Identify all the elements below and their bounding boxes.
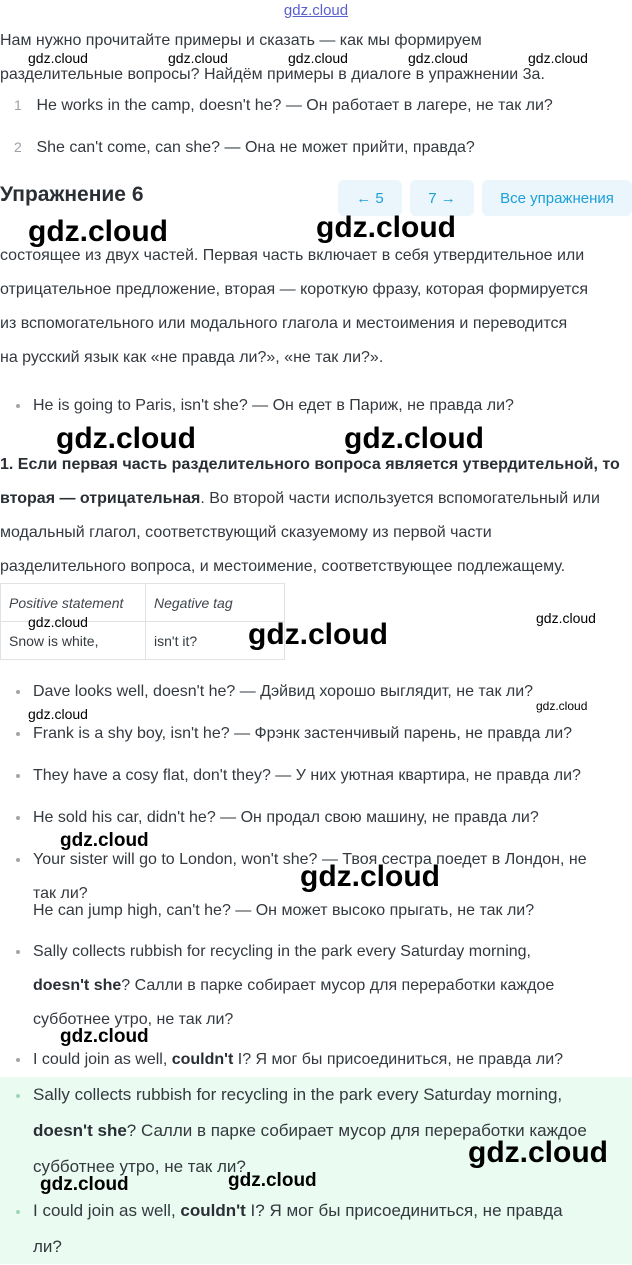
bullet-icon: [16, 858, 20, 862]
bullet-icon: [16, 950, 20, 954]
table-header: Negative tag: [146, 584, 285, 622]
bullet-icon: [16, 690, 20, 694]
answer-bold: doesn't she: [33, 1121, 127, 1140]
description-line: отрицательное предложение, вторая — короткую фразу, которая формируется: [0, 281, 589, 298]
watermark: gdz.cloud: [536, 699, 588, 713]
watermark: gdz.cloud: [60, 830, 149, 851]
watermark: gdz.cloud: [468, 1136, 608, 1169]
watermark: gdz.cloud: [28, 50, 88, 66]
list-item: [10, 902, 622, 926]
bullet-icon: [16, 1058, 20, 1062]
watermark: gdz.cloud: [300, 860, 440, 893]
answer-text: ? Салли в парке собирает мусор для переработки каждое: [121, 977, 555, 994]
list-item-text: He is going to Paris, isn't she? — Он едет в Париж, не правда ли?: [33, 397, 514, 414]
list-item: [10, 717, 622, 751]
watermark: gdz.cloud: [40, 1174, 129, 1195]
rule-text-part: . Во второй части используется вспомогательный или: [200, 490, 600, 507]
rule-line: модальный глагол, соответствующий сказуемому из первой части: [0, 524, 492, 541]
watermark: gdz.cloud: [28, 706, 88, 722]
all-exercises-button[interactable]: Все упражнения: [482, 180, 632, 216]
watermark: gdz.cloud: [168, 50, 228, 66]
bullet-icon: [16, 1094, 20, 1098]
description-line: на русский язык как «не правда ли?», «не так ли?».: [0, 349, 384, 366]
answer-bold: couldn't: [171, 1051, 234, 1068]
table-cell: Snow is white,: [1, 622, 146, 660]
answer-bold: doesn't she: [33, 977, 122, 994]
watermark: gdz.cloud: [528, 50, 588, 66]
watermark: gdz.cloud: [56, 422, 196, 455]
watermark: gdz.cloud: [28, 614, 88, 630]
watermark: gdz.cloud: [228, 1170, 317, 1191]
answer-text: субботнее утро, не так ли?: [33, 1011, 234, 1028]
rule-bold: 1. Если первая часть разделительного вопроса является утвердительной, то: [0, 456, 620, 473]
watermark: gdz.cloud: [536, 610, 596, 626]
list-item-text: Frank is a shy boy, isn't he? — Фрэнк застенчивый парень, не правда ли?: [33, 725, 573, 742]
next-exercise-button[interactable]: 7 →: [410, 180, 474, 216]
description-line: из вспомогательного или модального глагола и местоимения и переводится: [0, 315, 568, 332]
list-item-text: He sold his car, didn't he? — Он продал свою машину, не правда ли?: [33, 809, 539, 826]
intro-line: Нам нужно прочитайте примеры и сказать — как мы формируем: [0, 32, 482, 49]
list-item: [10, 935, 622, 1037]
answer-bold: couldn't: [180, 1201, 246, 1220]
list-item-text: так ли?: [33, 885, 88, 902]
example-number: 1: [14, 97, 22, 113]
table-cell: isn't it?: [146, 622, 285, 660]
list-item-text: He can jump high, can't he? — Он может высоко прыгать, не так ли?: [33, 902, 535, 919]
example-item: [14, 139, 475, 157]
rule-text: [0, 448, 632, 584]
watermark: gdz.cloud: [408, 50, 468, 66]
example-item: [14, 97, 553, 115]
watermark: gdz.cloud: [60, 1026, 149, 1047]
answer-text: ? Салли в парке собирает мусор для переработки каждое: [126, 1121, 587, 1140]
answer-text: Sally collects rubbish for recycling in the park every Saturday morning,: [33, 943, 531, 960]
list-item: [10, 759, 622, 793]
bullet-icon: [16, 816, 20, 820]
watermark: gdz.cloud: [248, 618, 388, 651]
list-item-text: Dave looks well, doesn't he? — Дэйвид хорошо выглядит, не так ли?: [33, 683, 534, 700]
answer-text: I could join as well,: [33, 1201, 181, 1220]
answer-text: I could join as well,: [33, 1051, 172, 1068]
intro-line: разделительные вопросы? Найдём примеры в диалоге в упражнении 3а.: [0, 66, 545, 83]
answer-text: I? Я мог бы присоединиться, не правда ли?: [233, 1051, 564, 1068]
list-item: [10, 1043, 622, 1077]
example-text: He works in the camp, doesn't he? — Он работает в лагере, не так ли?: [36, 97, 553, 114]
rule-bold: вторая — отрицательная: [0, 490, 201, 507]
description: [0, 239, 632, 375]
list-item: [10, 675, 622, 709]
bullet-icon: [16, 774, 20, 778]
answer-text: Sally collects rubbish for recycling in the park every Saturday morning,: [33, 1085, 563, 1104]
example-number: 2: [14, 139, 22, 155]
answer-text: I? Я мог бы присоединиться, не правда: [245, 1201, 563, 1220]
description-line: состоящее из двух частей. Первая часть включает в себя утвердительное или: [0, 247, 585, 264]
bullet-icon: [16, 404, 20, 408]
watermark: gdz.cloud: [288, 50, 348, 66]
answer-text: субботнее утро, не так ли?: [33, 1157, 246, 1176]
watermark: gdz.cloud: [28, 215, 168, 248]
watermark: gdz.cloud: [316, 211, 456, 244]
list-item: [10, 389, 622, 423]
list-item-text: Your sister will go to London, won't she? — Твоя сестра поедет в Лондон, не: [33, 851, 587, 868]
answer-text: ли?: [33, 1237, 62, 1256]
list-item-text: They have a cosy flat, don't they? — У них уютная квартира, не правда ли?: [33, 767, 581, 784]
bullet-icon: [16, 1210, 20, 1214]
table-header: Positive statement: [1, 584, 146, 622]
exercise-title: Упражнение 6: [0, 183, 144, 206]
answer-item: [10, 1193, 622, 1265]
rule-line: разделительного вопроса, и местоимение, соответствующее подлежащему.: [0, 558, 566, 575]
site-brand[interactable]: gdz.cloud: [283, 2, 349, 19]
bullet-icon: [16, 732, 20, 736]
example-text: She can't come, can she? — Она не может прийти, правда?: [36, 139, 475, 156]
watermark: gdz.cloud: [344, 422, 484, 455]
prev-exercise-button[interactable]: ← 5: [338, 180, 402, 216]
